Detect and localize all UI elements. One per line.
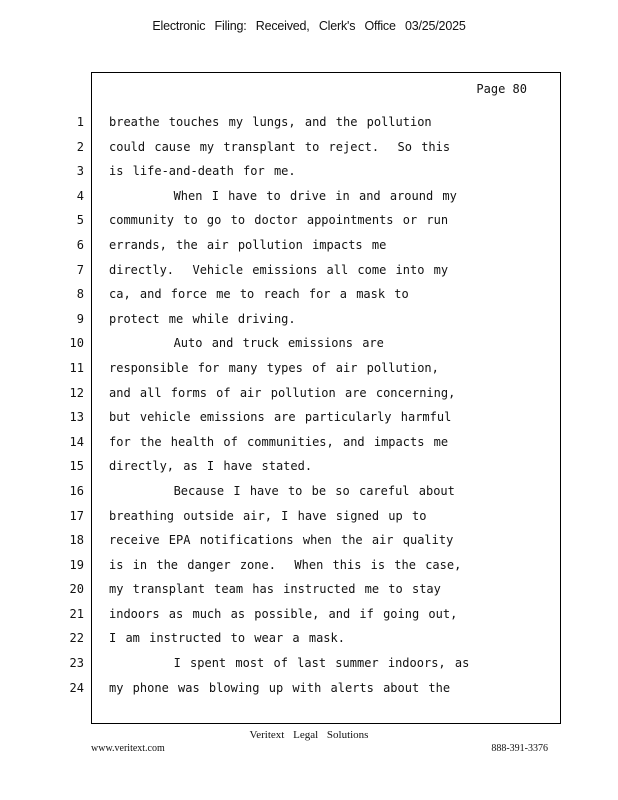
line-number: 1 [76,115,84,129]
line-number: 3 [76,164,84,179]
line-number: 17 [69,508,84,523]
line-number: 5 [76,213,84,228]
line-number: 18 [69,533,84,548]
transcript-line: Auto and truck emissions are [109,336,384,351]
line-number: 21 [69,606,84,621]
filing-stamp-header: Electronic Filing: Received, Clerk's Office 03/25/2025 [152,19,466,33]
line-number: 2 [76,139,84,154]
transcript-line: is life-and-death for me. [109,164,296,179]
transcript-line: breathing outside air, I have signed up to [109,508,427,523]
transcript-line: my phone was blowing up with alerts about the [109,680,451,695]
transcript-line: Because I have to be so careful about [109,483,455,498]
footer-phone: 888-391-3376 [491,743,548,754]
line-number: 7 [76,262,84,277]
transcript-line: receive EPA notifications when the air quality [109,533,454,548]
transcript-line: indoors as much as possible, and if going out, [109,606,458,621]
line-number-column [56,112,84,702]
line-number: 13 [69,410,84,425]
transcript-text [109,112,549,702]
transcript-line: responsible for many types of air pollution, [109,360,439,375]
line-number: 9 [76,311,84,326]
transcript-line: community to go to doctor appointments or run [109,213,449,228]
line-number: 15 [69,459,84,474]
line-number: 6 [76,237,84,252]
line-number: 24 [69,680,84,695]
transcript-line: directly, as I have stated. [109,459,313,474]
transcript-line: errands, the air pollution impacts me [109,237,387,252]
transcript-line: When I have to drive in and around my [109,188,457,203]
line-number: 19 [69,557,84,572]
line-number: 22 [69,631,84,646]
line-number: 20 [69,582,84,597]
transcript-line: for the health of communities, and impacts me [109,434,449,449]
line-number: 12 [69,385,84,400]
footer-company: Veritext Legal Solutions [249,729,369,741]
transcript-line: my transplant team has instructed me to stay [109,582,441,597]
transcript-line: ca, and force me to reach for a mask to [109,287,409,302]
transcript-line: I spent most of last summer indoors, as [109,656,470,671]
line-number: 16 [69,483,84,498]
transcript-line: but vehicle emissions are particularly harmful [109,410,452,425]
line-number: 4 [76,188,84,203]
transcript-line: I am instructed to wear a mask. [109,631,345,646]
line-number: 10 [69,336,84,351]
transcript-line: could cause my transplant to reject. So this [109,139,451,154]
page-number: Page 80 [476,82,527,96]
line-number: 11 [69,360,84,375]
transcript-line: protect me while driving. [109,311,296,326]
line-number: 8 [76,287,84,302]
transcript-line: directly. Vehicle emissions all come into my [109,262,449,277]
line-number: 14 [69,434,84,449]
line-number: 23 [69,656,84,671]
transcript-line: and all forms of air pollution are concerning, [109,385,456,400]
transcript-line: is in the danger zone. When this is the case, [109,557,462,572]
transcript-line: breathe touches my lungs, and the pollution [109,115,432,129]
footer-website: www.veritext.com [91,743,165,754]
